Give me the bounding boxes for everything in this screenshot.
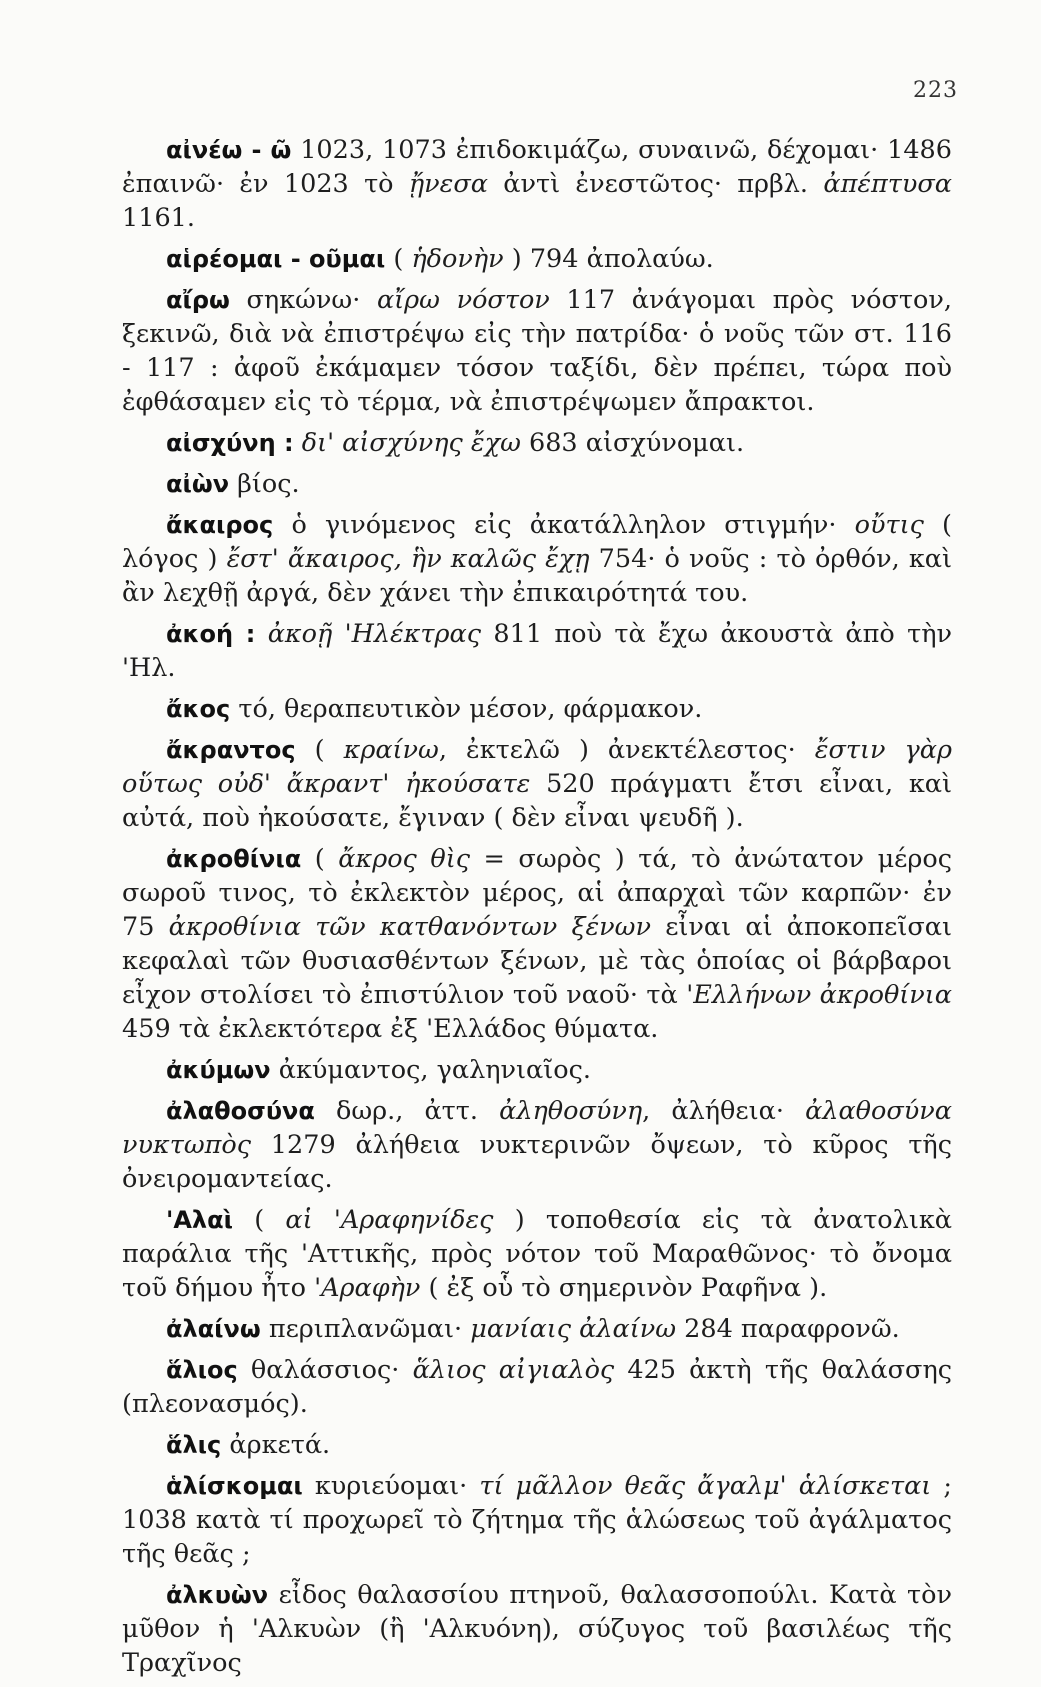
glossary-entry [122,617,952,685]
entry-text: 1161. [122,203,196,233]
entry-text: θαλάσσιος· [237,1355,413,1385]
glossary-entry [122,1053,952,1087]
entry-quotation: ἀπέπτυσα [823,169,953,199]
entry-text: ( ἐξ οὗ τὸ σημερινὸν Ραφῆνα ). [420,1273,828,1303]
entry-headword: αἰὼν [166,470,230,498]
entry-quotation: ἔστιν γὰρ οὕτως οὐδ' ἄκραντ' ἠκούσατε [122,735,952,799]
entry-text: 683 αἰσχύνομαι. [520,428,745,458]
entry-text [255,619,267,649]
entry-text: εἶδος θαλασσίου πτηνοῦ, θαλασσοπούλι. Κατὰ τὸν μῦθον ἡ 'Αλκυὼν (ἢ 'Αλκυόνη), σύζυγος τοῦ βασιλέως τῆς Τραχῖνος [122,1580,952,1678]
glossary-entry [122,1312,952,1346]
entry-headword: ἄκραντος [166,736,296,764]
entry-text: βίος. [229,469,300,499]
entry-quotation: οὔτις [854,510,924,540]
entry-text: 520 πράγματι ἔτσι εἶναι, καὶ αὐτά, ποὺ ἠκούσατε, ἔγιναν ( δὲν εἶναι ψευδῆ ). [122,769,952,833]
glossary-entry [122,283,952,419]
entry-text: κυριεύομαι· [302,1471,480,1501]
entry-quotation: 'Αραφὴν [314,1273,421,1303]
glossary-entry [122,1428,952,1462]
entry-text: 425 ἀκτὴ τῆς θαλάσσης (πλεονασμός). [122,1355,953,1419]
entry-text: περιπλανῶμαι· [260,1314,471,1344]
entry-headword: αἱρέομαι - οῦμαι [166,245,386,273]
entry-text: ἀντὶ ἐνεστῶτος· πρβλ. [487,169,824,199]
entry-text: 754· ὁ νοῦς : τὸ ὀρθόν, καὶ ἂν λεχθῇ ἀργά, δὲν χάνει τὴν ἐπικαιρότητά του. [122,544,952,608]
entry-quotation: ἀκροθίνια τῶν κατθανόντων ξένων [168,912,651,942]
entry-headword: ἀλκυὼν [166,1581,269,1609]
glossary-entry [122,467,952,501]
entry-text: = σωρὸς ) τά, τὸ ἀνώτατον μέρος σωροῦ τινος, τὸ ἐκλεκτὸν μέρος, αἱ ἀπαρχαὶ τῶν καρπῶν· ἐν 75 [122,844,952,942]
entry-headword: ἄκαιρος [166,511,274,539]
entry-text: σηκώνω· [229,285,377,315]
entry-headword: ἀλαίνω [166,1315,261,1343]
glossary-entries [122,133,952,1687]
entry-text: ( [295,735,344,765]
entry-text: τό, θεραπευτικὸν μέσον, φάρμακον. [230,694,703,724]
entry-text: , ἀλήθεια· [642,1096,806,1126]
glossary-entry [122,692,952,726]
entry-text: ἀρκετά. [221,1430,331,1460]
entry-quotation: ἔστ' ἄκαιρος, ἣν καλῶς ἔχῃ [226,544,590,574]
entry-quotation: ἄκρος θὶς [338,844,470,874]
glossary-entry [122,842,952,1046]
glossary-entry [122,133,952,235]
glossary-entry [122,242,952,276]
glossary-entry [122,1353,952,1421]
entry-text [294,428,302,458]
entry-headword: ἅλις [166,1431,222,1459]
entry-headword: 'Αλαὶ [166,1206,233,1234]
entry-quotation: μανίαις ἀλαίνω [470,1314,677,1344]
glossary-entry [122,508,952,610]
entry-text: ; 1038 κατὰ τί προχωρεῖ τὸ ζήτημα τῆς ἁλώσεως τοῦ ἀγάλματος τῆς θεᾶς ; [122,1471,953,1569]
entry-text: ) 794 ἀπολαύω. [503,244,714,274]
entry-quotation: αἴρω νόστον [376,285,550,315]
entry-text: , ἐκτελῶ ) ἀνεκτέλεστος· [438,735,815,765]
entry-headword: ἀλαθοσύνα [166,1097,315,1125]
entry-text: 1279 ἀλήθεια νυκτερινῶν ὄψεων, τὸ κῦρος τῆς ὀνειρομαντείας. [122,1130,952,1194]
entry-quotation: ἀκοῇ 'Ηλέκτρας [267,619,482,649]
entry-text: ( [385,244,412,274]
entry-text: ἀκύμαντος, γαληνιαῖος. [270,1055,591,1085]
entry-text: ) τοποθεσία εἰς τὰ ἀνατολικὰ παράλια τῆς 'Αττικῆς, πρὸς νότον τοῦ Μαραθῶνος· τὸ ὄνομα τοῦ δήμου ἦτο [122,1205,952,1303]
glossary-entry [122,1094,952,1196]
entry-text: 811 ποὺ τὰ ἔχω ἀκουστὰ ἀπὸ τὴν 'Ηλ. [122,619,953,683]
glossary-entry [122,426,952,460]
entry-quotation: ἅλιος αἰγιαλὸς [412,1355,615,1385]
entry-text: ( [232,1205,286,1235]
entry-quotation: ἡδονὴν [411,244,504,274]
entry-headword: ἀκροθίνια [166,845,302,873]
glossary-entry [122,1203,952,1305]
entry-headword: αἰσχύνη : [166,429,294,457]
entry-headword: ἄκος [166,695,231,723]
entry-headword: ἅλιος [166,1356,238,1384]
entry-quotation: κραίνω [343,735,439,765]
glossary-entry [122,1469,952,1571]
entry-quotation: αἱ 'Αραφηνίδες [285,1205,494,1235]
entry-quotation: ἀλαθοσύνα νυκτωπὸς [122,1096,952,1160]
entry-headword: ἀκοή : [166,620,256,648]
entry-text: ( λόγος ) [122,510,952,574]
entry-text: εἶναι αἱ ἀποκοπεῖσαι κεφαλαὶ τῶν θυσιασθέντων ξένων, μὲ τὰς ὁποίας οἱ βάρβαροι εἶχον στολίσει τὸ ἐπιστύλιον τοῦ ναοῦ· τὰ [122,912,952,1010]
entry-quotation: 'Ελλήνων ἀκροθίνια [686,980,953,1010]
entry-headword: ἀκύμων [166,1056,271,1084]
entry-quotation: δι' αἰσχύνης ἔχω [301,428,521,458]
entry-quotation: ἀληθοσύνη [499,1096,643,1126]
page-number: 223 [913,78,958,103]
entry-headword: αἰνέω - ῶ [166,136,292,164]
entry-quotation: ᾔνεσα [408,169,488,199]
entry-text: δωρ., ἀττ. [314,1096,500,1126]
entry-text: ( [301,844,339,874]
entry-text: 284 παραφρονῶ. [676,1314,900,1344]
glossary-entry [122,1578,952,1680]
entry-headword: αἴρω [166,286,230,314]
glossary-entry [122,733,952,835]
entry-text: 117 ἀνάγομαι πρὸς νόστον, ξεκινῶ, διὰ νὰ ἐπιστρέψω εἰς τὴν πατρίδα· ὁ νοῦς τῶν στ. 116 - 117 : ἀφοῦ ἐκάμαμεν τόσον ταξίδι, δὲν πρέπει, τώρα ποὺ ἐφθάσαμεν εἰς τὸ τέρμα, νὰ ἐπιστρέψωμεν ἄπρακτοι. [122,285,952,417]
entry-text: 459 τὰ ἐκλεκτότερα ἐξ 'Ελλάδος θύματα. [122,1014,659,1044]
entry-quotation: τί μᾶλλον θεᾶς ἄγαλμ' ἁλίσκεται [479,1471,932,1501]
entry-headword: ἁλίσκομαι [166,1472,303,1500]
entry-text: 1023, 1073 ἐπιδοκιμάζω, συναινῶ, δέχομαι· 1486 ἐπαινῶ· ἐν 1023 τὸ [122,135,952,199]
entry-text: ὁ γινόμενος εἰς ἀκατάλληλον στιγμήν· [273,510,855,540]
